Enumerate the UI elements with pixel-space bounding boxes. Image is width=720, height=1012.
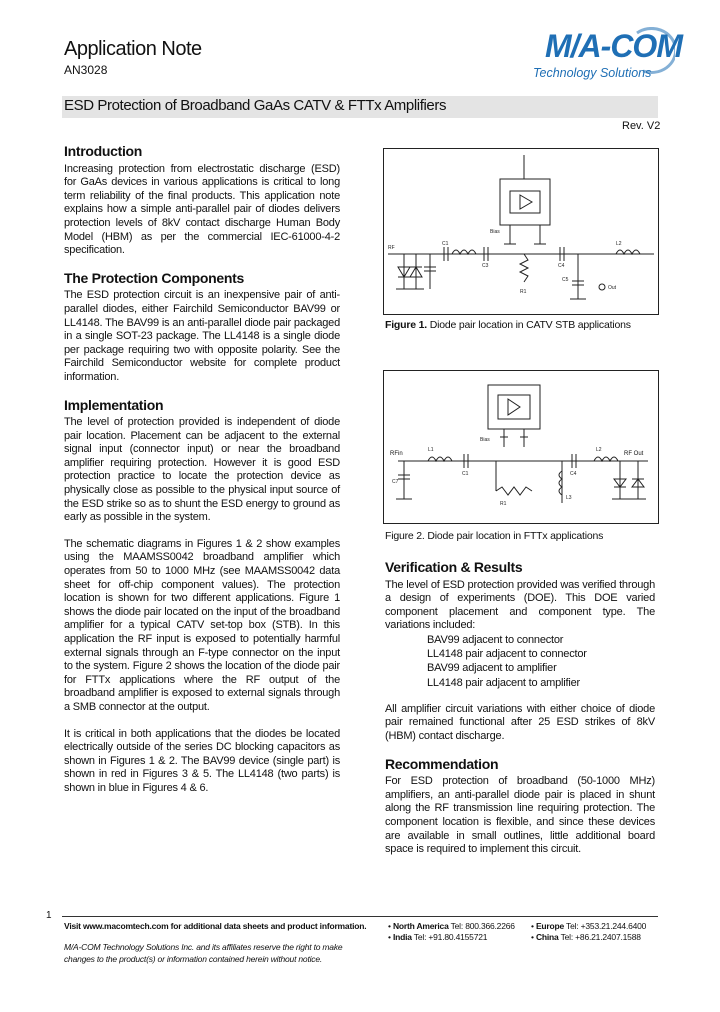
figure-1-caption	[385, 319, 631, 331]
svg-text:Bias: Bias	[490, 229, 500, 235]
contact-region: India	[392, 932, 412, 942]
contact-phone: Tel: +86.21.2407.1588	[560, 932, 641, 942]
contact-phone: Tel: +91.80.4155721	[413, 932, 488, 942]
contact-region: North America	[392, 921, 449, 931]
page-number: 1	[46, 910, 52, 921]
svg-text:C1: C1	[442, 241, 449, 247]
figure-2-output-label: RF Out	[624, 451, 644, 457]
heading-recommendation: Recommendation	[385, 755, 499, 772]
variation-2: LL4148 pair adjacent to connector	[427, 648, 587, 661]
heading-introduction: Introduction	[64, 143, 143, 159]
footer-rule	[62, 916, 658, 917]
figure-2-input-label: RFin	[390, 451, 403, 457]
contact-europe: • Europe Tel: +353.21.244.6400	[531, 921, 647, 931]
doc-kind: Application Note	[64, 38, 202, 60]
footer-disclaimer-1: M/A-COM Technology Solutions Inc. and its affiliates reserve the right to make	[64, 942, 343, 952]
variation-4: LL4148 pair adjacent to amplifier	[427, 676, 581, 689]
heading-protection: The Protection Components	[64, 269, 244, 286]
logo-tagline: Technology Solutions	[533, 66, 652, 80]
right-column	[385, 561, 655, 857]
contact-china: • China Tel: +86.21.2407.1588	[531, 932, 641, 942]
figure-1-label: Figure 1.	[385, 319, 427, 331]
logo-wordmark: M/A-COM	[545, 28, 682, 64]
svg-text:C1: C1	[462, 471, 469, 477]
svg-text:Bias: Bias	[480, 437, 490, 443]
svg-text:C5: C5	[562, 277, 569, 283]
doc-number: AN3028	[64, 63, 108, 77]
svg-text:RF: RF	[388, 245, 395, 251]
verification-intro: The level of ESD protection provided was verified through a design of experiments (DOE). This DOE varied component placement and component type. The variations included:	[385, 578, 655, 632]
footer-visit-link[interactable]: Visit www.macomtech.com for additional data sheets and product information.	[64, 921, 367, 931]
figure-2-schematic	[383, 370, 659, 524]
fttx-schematic-diagram	[384, 371, 658, 523]
svg-text:C4: C4	[570, 471, 577, 477]
implementation-para-1: The level of protection provided is independent of diode pair location. Placement can be adjacent to the external signal input (connector input) or near the broadband amplifier requiring protection. However it is good ESD protection practice to locate the protection device as physically close as possible to the physical input source of the ESD strike so as to shunt the ESD energy to ground as early as possible in the system.	[64, 416, 340, 524]
svg-text:R1: R1	[520, 289, 527, 295]
svg-text:L1: L1	[428, 447, 434, 453]
svg-text:C3: C3	[482, 263, 489, 269]
svg-text:C7: C7	[392, 479, 399, 485]
footer-disclaimer-2: changes to the product(s) or information contained herein without notice.	[64, 954, 323, 964]
verification-result: All amplifier circuit variations with either choice of diode pair remained functional after 25 ESD strikes of 8kV (HBM) contact discharge.	[385, 702, 655, 742]
heading-verification: Verification & Results	[385, 559, 523, 575]
svg-text:L2: L2	[616, 241, 622, 247]
contact-north-america: • North America Tel: 800.366.2266	[388, 921, 515, 931]
recommendation-body: For ESD protection of broadband (50-1000 MHz) amplifiers, an anti-parallel diode pair is placed in shunt along the RF transmission line requiring protection. The component location is flexible, and since these devices are available in small outlines, little additional board space is required to implement this circuit.	[385, 775, 655, 856]
revision: Rev. V2	[622, 120, 661, 132]
variation-3: BAV99 adjacent to amplifier	[427, 662, 557, 675]
figure-2-label: Figure 2.	[385, 530, 425, 542]
left-column	[64, 145, 340, 796]
implementation-para-3: It is critical in both applications that the diodes be located electrically outside of the series DC blocking capacitors as shown in Figures 1 & 2. The BAV99 device (single part) is shown in red in Figures 3 & 5. The LL4148 (two parts) is shown in blue in Figures 4 & 6.	[64, 727, 340, 794]
implementation-para-2: The schematic diagrams in Figures 1 & 2 show examples using the MAAMSS0042 broadband amplifier which operates from 50 to 1000 MHz (see MAAMSS0042 data sheet for off-chip component values). The protection location is shown for two different applications. Figure 1 shows the diode pair located on the input of the broadband amplifier for a typical CATV set-top box (STB). In this application the RF input is exposed to potentially harmful external signals through an F-type connector on the input to the system. Figure 2 shows the location of the diode pair for FTTx applications where the RF output of the broadband amplifier is exposed to external signals through a SMB connector at the output.	[64, 537, 340, 713]
contact-india: • India Tel: +91.80.4155721	[388, 932, 488, 942]
contact-phone: Tel: +353.21.244.6400	[566, 921, 647, 931]
figure-1-text: Diode pair location in CATV STB applications	[429, 319, 631, 331]
svg-text:L3: L3	[566, 495, 572, 501]
protection-body: The ESD protection circuit is an inexpensive pair of anti-parallel diodes, either Fairchild Semiconductor BAV99 or LL4148. The BAV99 is an anti-parallel diode pair packaged in a single SOT-23 package. The LL4148 is a single diode per package requiring two with opposite polarity. See the Fairchild Semiconductor website for complete product information.	[64, 289, 340, 383]
contact-phone: Tel: 800.366.2266	[450, 921, 515, 931]
contact-region: Europe	[535, 921, 565, 931]
svg-text:R1: R1	[500, 501, 507, 507]
catv-schematic-diagram	[384, 149, 658, 314]
figure-2-text: Diode pair location in FTTx applications	[427, 530, 604, 542]
svg-text:C4: C4	[558, 263, 565, 269]
variation-1: BAV99 adjacent to connector	[427, 633, 564, 646]
introduction-body: Increasing protection from electrostatic discharge (ESD) for GaAs devices in various applications is critical to long term reliability of the final products. This application note explains how a simple anti-parallel pair of diodes delivers protection levels of 8kV contact discharge Human Body Model (HBM) as per the commercial IEC-61000-4-2 specification.	[64, 162, 340, 257]
figure-1-schematic	[383, 148, 659, 315]
heading-implementation: Implementation	[64, 396, 164, 413]
figure-2-caption	[385, 530, 603, 542]
svg-text:L2: L2	[596, 447, 602, 453]
svg-text:Out: Out	[608, 285, 617, 291]
document-title: ESD Protection of Broadband GaAs CATV & FTTx Amplifiers	[64, 97, 447, 114]
contact-region: China	[535, 932, 559, 942]
